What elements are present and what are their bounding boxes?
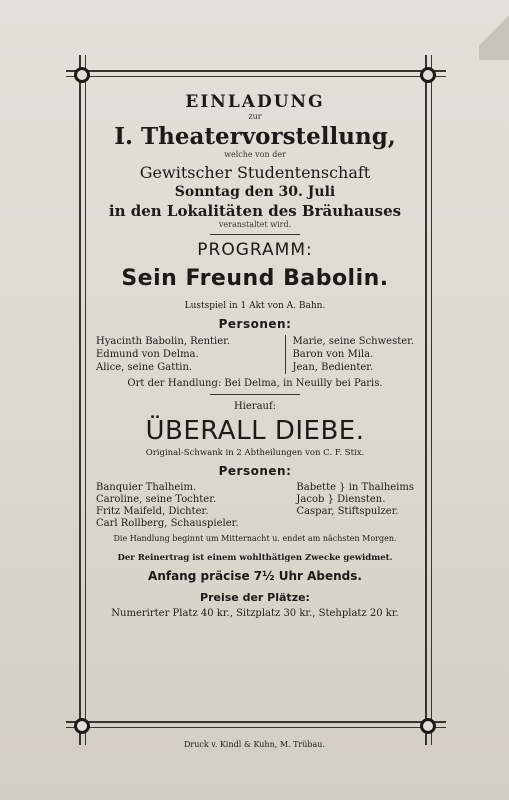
programm-label: PROGRAMM: [197,240,313,260]
play1-cast [96,335,414,374]
play2-title: ÜBERALL DIEBE. [145,416,365,446]
cast-member: Hyacinth Babolin, Rentier. [96,336,231,347]
play2-cast-left [96,482,239,530]
playbill-content [96,88,414,619]
play1-title: Sein Freund Babolin. [121,266,389,291]
veranstaltet-text: veranstaltet wird. [218,220,292,229]
paper-corner-curl [479,0,509,60]
play2-cast [96,482,414,530]
play2-handlung: Die Handlung beginnt um Mitternacht u. endet am nächsten Morgen. [113,534,397,543]
event-date: Sonntag den 30. Juli [174,184,336,200]
printer-imprint: Druck v. Kindl & Kuhn, M. Trübau. [183,740,325,749]
cast-member: Alice, seine Gattin. [96,362,193,373]
cast-member: Jean, Bedienter. [292,362,374,373]
divider [210,234,300,235]
frame-left-rule-thin [85,55,86,745]
einladung-heading: EINLADUNG [185,92,325,112]
cast-member: Edmund von Delma. [96,349,199,360]
cast-member: Banquier Thalheim. [96,482,197,493]
welche-text: welche von der [224,150,286,159]
cast-member: Caroline, seine Tochter. [96,494,217,505]
cast-member: Caspar, Stiftspulzer. [296,506,399,517]
cast-member: Fritz Maifeld, Dichter. [96,506,209,517]
cast-member: Jacob } Diensten. [296,494,386,505]
frame-left-rule [79,55,81,745]
play1-setting: Ort der Handlung: Bei Delma, in Neuilly bei Paris. [127,378,383,389]
frame-corner-ornament-icon [74,718,90,734]
event-location: in den Lokalitäten des Bräuhauses [108,202,402,220]
cast-member: Baron von Mila. [292,349,374,360]
frame-corner-ornament-icon [74,67,90,83]
event-title: I. Theatervorstellung, [114,123,396,150]
frame-corner-ornament-icon [420,718,436,734]
zur-text: zur [248,112,262,121]
cast-member: Babette } in Thalheims [296,482,414,493]
divider [210,394,300,395]
frame-corner-ornament-icon [420,67,436,83]
play1-cast-right [285,335,414,374]
play2-personen-label: Personen: [218,464,292,478]
play1-cast-left [96,335,230,374]
play2-cast-right [296,482,414,530]
frame-bottom-rule-thin [66,727,446,728]
society-name: Gewitscher Studentenschaft [139,163,371,182]
frame-right-rule-thin [431,55,432,745]
play1-subtitle: Lustspiel in 1 Akt von A. Bahn. [184,301,326,311]
hierauf-text: Hierauf: [233,401,277,412]
cast-member: Carl Rollberg, Schauspieler. [96,518,239,529]
prices-list: Numerirter Platz 40 kr., Sitzplatz 30 kr., Stehplatz 20 kr. [111,608,399,619]
play2-subtitle: Original-Schwank in 2 Abtheilungen von C. F. Stix. [145,448,365,458]
frame-bottom-rule [66,721,446,723]
cast-member: Marie, seine Schwester. [292,336,414,347]
frame-top-rule-thin [66,76,446,77]
play1-personen-label: Personen: [218,317,292,331]
start-time: Anfang präcise 7½ Uhr Abends. [148,569,362,583]
prices-label: Preise der Plätze: [200,591,310,604]
frame-right-rule [425,55,427,745]
reinertrag-note: Der Reinertrag ist einem wohlthätigen Zwecke gewidmet. [117,553,393,563]
frame-top-rule [66,70,446,72]
